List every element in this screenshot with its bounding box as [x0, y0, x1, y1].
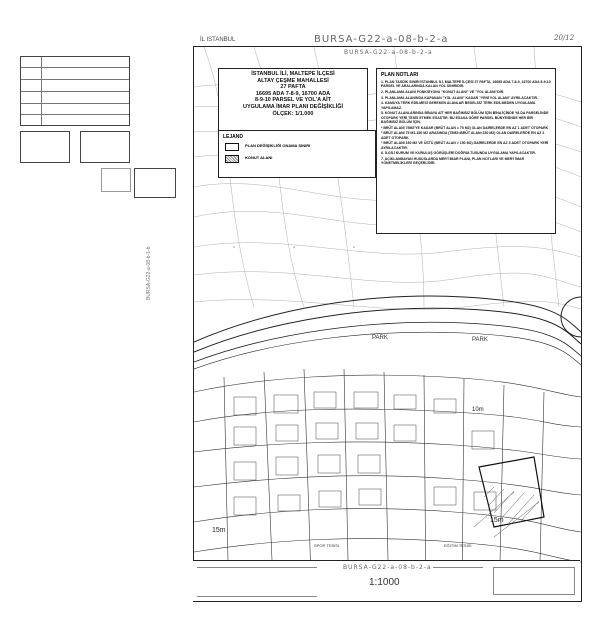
plan-note-6: 6. İLGİLİ KURUM VE KURULUŞ GÖRÜŞLERİ DOĞRULTUSUNDA UYGULAMA YAPILACAKTIR. — [381, 151, 536, 156]
plan-note-1: 1. PLAN TASDİK SINIRI İSTANBUL İLİ, MALTEPE İLÇESİ 27 PAFTA, 16695 ADA 7-8-9, 16700 ADA 8-9-10 PARSEL VE ARALARINDA KALAN YOL SINIRIDIR. — [381, 80, 551, 89]
handwritten-number: 20/12 — [554, 34, 575, 42]
sheet-id-vertical: BURSA-G22-a-08-b-1-b — [146, 246, 152, 300]
plan-note-4: 4. KAMUYA TERK EDİLMESİ GEREKEN ALANLAR BEDELSİZ TERK EDİLMEDEN UYGULAMA YAPILAMAZ. — [381, 101, 536, 110]
title-line-3: 27 PAFTA — [280, 84, 306, 91]
bottom-approval-strip — [193, 560, 580, 601]
highway — [194, 296, 581, 369]
sheet-id-top: BURSA-G22-a-08-b-2-a — [314, 34, 449, 45]
approval-note-box — [134, 168, 176, 198]
title-line-1: İSTANBUL İLİ, MALTEPE İLÇESİ — [251, 71, 335, 77]
road-width-15-right: 15m — [490, 517, 504, 524]
hatched-zone — [474, 487, 539, 537]
legend-swatch-boundary — [225, 143, 239, 151]
park-label-2: PARK — [472, 337, 488, 343]
title-line-6: UYGULAMA İMAR PLANI DEĞİŞİKLİĞİ — [242, 103, 344, 110]
title-line-2: ALTAY ÇEŞME MAHALLESİ — [257, 77, 329, 84]
bottom-left-lines — [197, 567, 317, 597]
title-line-5: 8-9-10 PARSEL VE YOL'A AİT — [254, 97, 332, 104]
plan-notes — [376, 68, 556, 234]
legend — [218, 130, 376, 178]
title-line-7: ÖLÇEK: 1/1.000 — [272, 110, 314, 117]
legend-item-konut: KONUT ALANI — [245, 155, 273, 160]
plan-note-3: 3. PLANLAMA ALANINDA KAPANAN "YOL ALANI" KADAR "YENİ YOL ALANI" AYRILACAKTIR. — [381, 95, 538, 100]
approval-note-box-left — [101, 168, 131, 192]
plan-note-2: 2. PLANLAMA ALANI FONKSİYONU "KONUT ALANI" VE "YOL ALANI"DIR. — [381, 89, 505, 94]
building-blocks — [234, 392, 496, 515]
spor-tesisi-label: SPOR TESİSİ — [314, 543, 340, 548]
legend-item-boundary: PLAN DEĞİŞİKLİĞİ ONAMA SINIRI — [245, 143, 311, 148]
title-line-4: 16695 ADA 7-8-9, 16700 ADA — [255, 90, 331, 97]
sheet-id-bottom: BURSA-G22-a-08-b-2-a — [343, 564, 432, 571]
road-width-15-left: 15m — [212, 527, 226, 534]
signature-box-left — [20, 131, 70, 163]
legend-swatch-konut — [225, 155, 239, 163]
plan-note-5a: * BRÜT ALANI 75M2'YE KADAR (BRÜT ALAN = 75 M2) OLAN DAİRELERDE EN AZ 1 ADET OTOPARK — [381, 125, 549, 130]
plan-notes-title: PLAN NOTLARI — [381, 72, 419, 78]
signature-block-1 — [433, 567, 483, 594]
park-label-1: PARK — [372, 335, 388, 341]
scale-label: 1:1000 — [369, 577, 400, 588]
plan-note-5b: * BRÜT ALANI 75 M2-150 M2 ARASINDA (75M2<BRÜT ALAN<150 M2) OLAN DAİRELERDE EN AZ 2 ADET OTOPARK — [381, 131, 545, 140]
plan-note-5c: * BRÜT ALANI 150 M2 VE ÜSTÜ (BRÜT ALAN > 150 M2) DAİRELERDE EN AZ 3 ADET OTOPARK YERİ AYRILACAKTIR. — [381, 141, 549, 150]
province-label: İL ISTANBUL — [200, 37, 236, 43]
edge-marks — [561, 297, 581, 337]
plan-note-5: 5. KONUT ALANLARINDA BİNAYA AİT HER BAĞIMSIZ BÖLÜM İÇİN BİNA İÇİNDE YA DA PARSELİNDE OTOPARK YERİ TESİS ETMEK ESASTIR. BU ESASA GÖRE PARSEL BÜNYESİNDE HER BİR BAĞIMSIZ BÖLÜM İÇİN, — [381, 111, 549, 124]
signature-box-right — [80, 131, 130, 163]
title-block — [218, 68, 368, 134]
egitim-tesisi-label: EĞİTİM TESİSİ — [444, 543, 472, 548]
road-width-10: 10m — [472, 407, 484, 413]
legend-title: LEJAND — [223, 134, 244, 140]
approval-stamp-table — [20, 56, 130, 126]
signature-block-2 — [493, 567, 575, 595]
sheet-id-inner: BURSA-G22-a-08-b-2-a — [344, 49, 433, 56]
plan-note-7: 7. AÇIKLANMAYAN HUSUSLARDA MER'İ İMAR PLANI, PLAN NOTLARI VE MER'İ İMAR YÖNETMELİKLERİ GEÇERLİDİR. — [381, 156, 525, 166]
